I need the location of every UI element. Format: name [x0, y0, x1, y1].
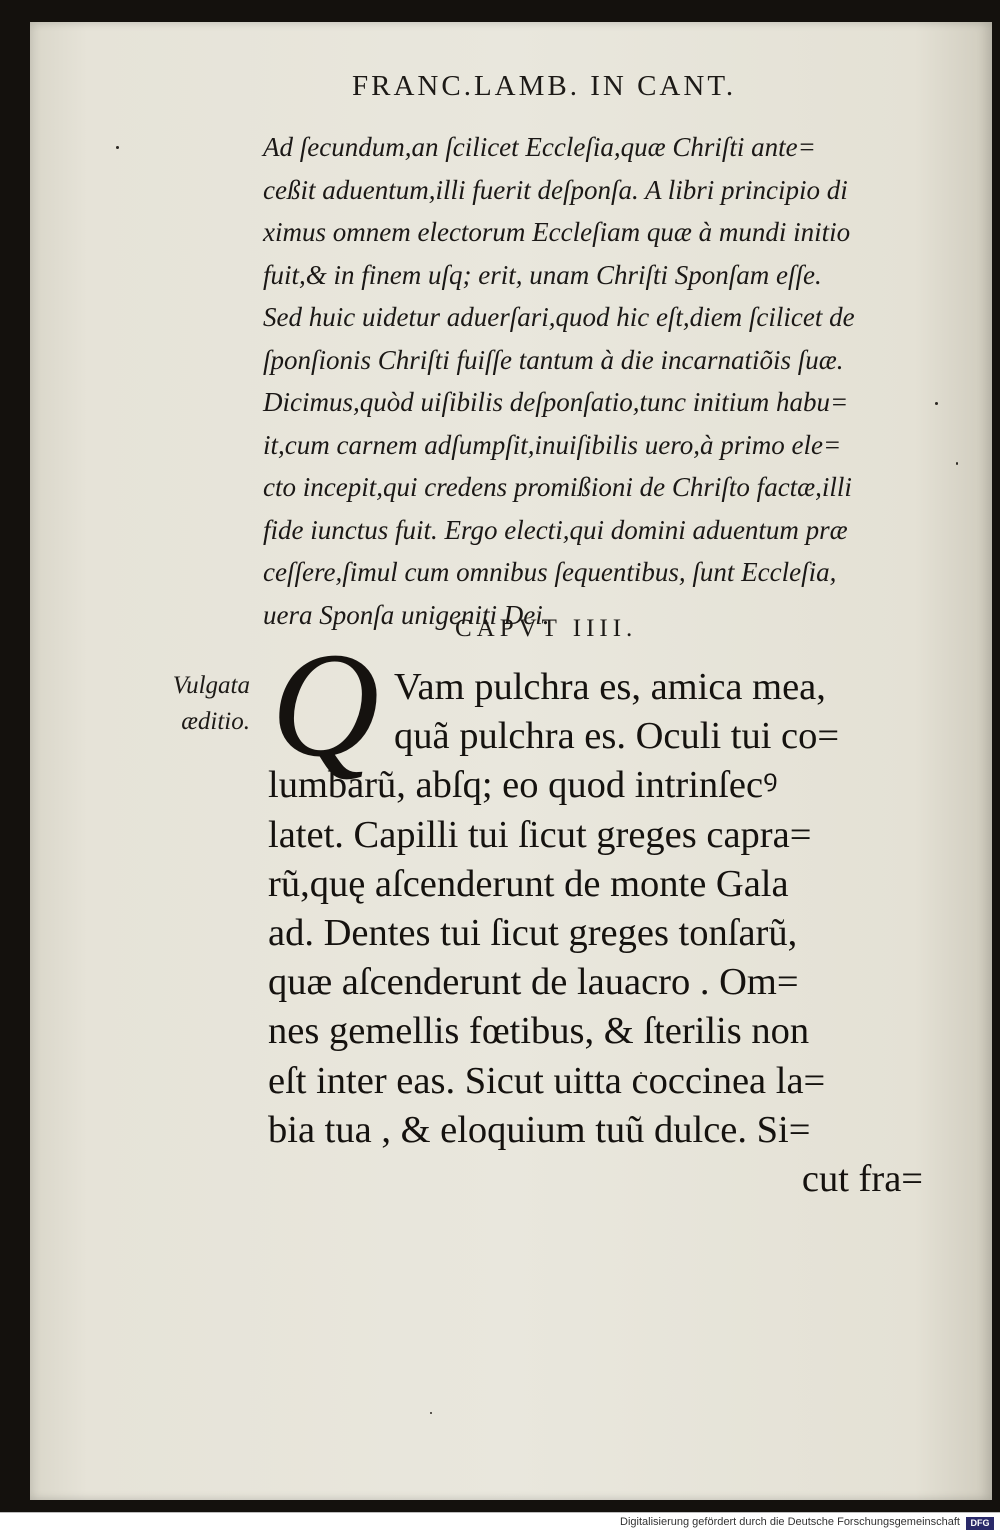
commentary-line: fuit,& in finem uſq; erit, unam Chriſti Sponſam eſſe. — [263, 259, 822, 290]
scripture-line: eſt inter eas. Sicut uitta coccinea la= — [268, 1059, 826, 1102]
scripture-line: rũ,quę aſcenderunt de monte Gala — [268, 862, 789, 905]
chapter-heading: CAPVT IIII. — [455, 615, 638, 642]
funding-credit: Digitalisierung gefördert durch die Deutsche Forschungsgemeinschaft — [620, 1516, 960, 1528]
scripture-line: Vam pulchra es, amica mea, — [394, 666, 826, 708]
scripture-line: nes gemellis fœtibus, & ſterilis non — [268, 1010, 810, 1053]
digitization-footer — [0, 1512, 1000, 1534]
commentary-line: fide iunctus fuit. Ergo electi,qui domini aduentum præ — [263, 514, 848, 545]
scripture-line: latet. Capilli tui ſicut greges capra= — [268, 813, 812, 856]
scripture-line: lumbarũ, abſq; eo quod intrinſecꝰ — [268, 764, 778, 807]
commentary-line: it,cum carnem adſumpſit,inuiſibilis uero,à primo ele= — [263, 429, 842, 460]
margin-note-line: æditio. — [181, 708, 250, 735]
commentary-line: ceßit aduentum,illi fuerit deſponſa. A libri principio di — [263, 174, 848, 205]
running-head: FRANC.LAMB. IN CANT. — [352, 70, 737, 102]
drop-cap: Q — [271, 622, 380, 788]
commentary-line: Sed huic uidetur aduerſari,quod hic eſt,diem ſcilicet de — [263, 302, 855, 332]
commentary-line: ſponſionis Chriſti fuiſſe tantum à die incarnatiõis ſuæ. — [263, 344, 844, 375]
commentary-line: uera Sponſa unigeniti Dei. — [263, 599, 550, 630]
scripture-line: quã pulchra es. Oculi tui co= — [394, 715, 840, 758]
margin-note — [140, 668, 250, 740]
commentary-text — [263, 126, 933, 636]
commentary-line: Dicimus,quòd uiſibilis deſponſatio,tunc initium habu= — [263, 387, 849, 417]
commentary-line: cto incepit,qui credens promißioni de Chriſto factæ,illi — [263, 472, 852, 502]
margin-note-line: Vulgata — [172, 672, 250, 699]
dfg-logo-icon: DFG — [966, 1517, 994, 1530]
scripture-line: bia tua , & eloquium tuũ dulce. Si= — [268, 1108, 811, 1151]
scripture-line: ad. Dentes tui ſicut greges tonſarũ, — [268, 911, 798, 954]
scripture-line: quæ aſcenderunt de lauacro . Om= — [268, 961, 799, 1004]
commentary-line: ximus omnem electorum Eccleſiam quæ à mundi initio — [263, 217, 851, 247]
scripture-text — [268, 663, 933, 1204]
scripture-line: cut fra= — [801, 1157, 923, 1200]
commentary-line: ceſſere,ſimul cum omnibus ſequentibus, ſunt Eccleſia, — [263, 557, 837, 587]
commentary-line: Ad ſecundum,an ſcilicet Eccleſia,quæ Chriſti ante= — [263, 132, 816, 162]
